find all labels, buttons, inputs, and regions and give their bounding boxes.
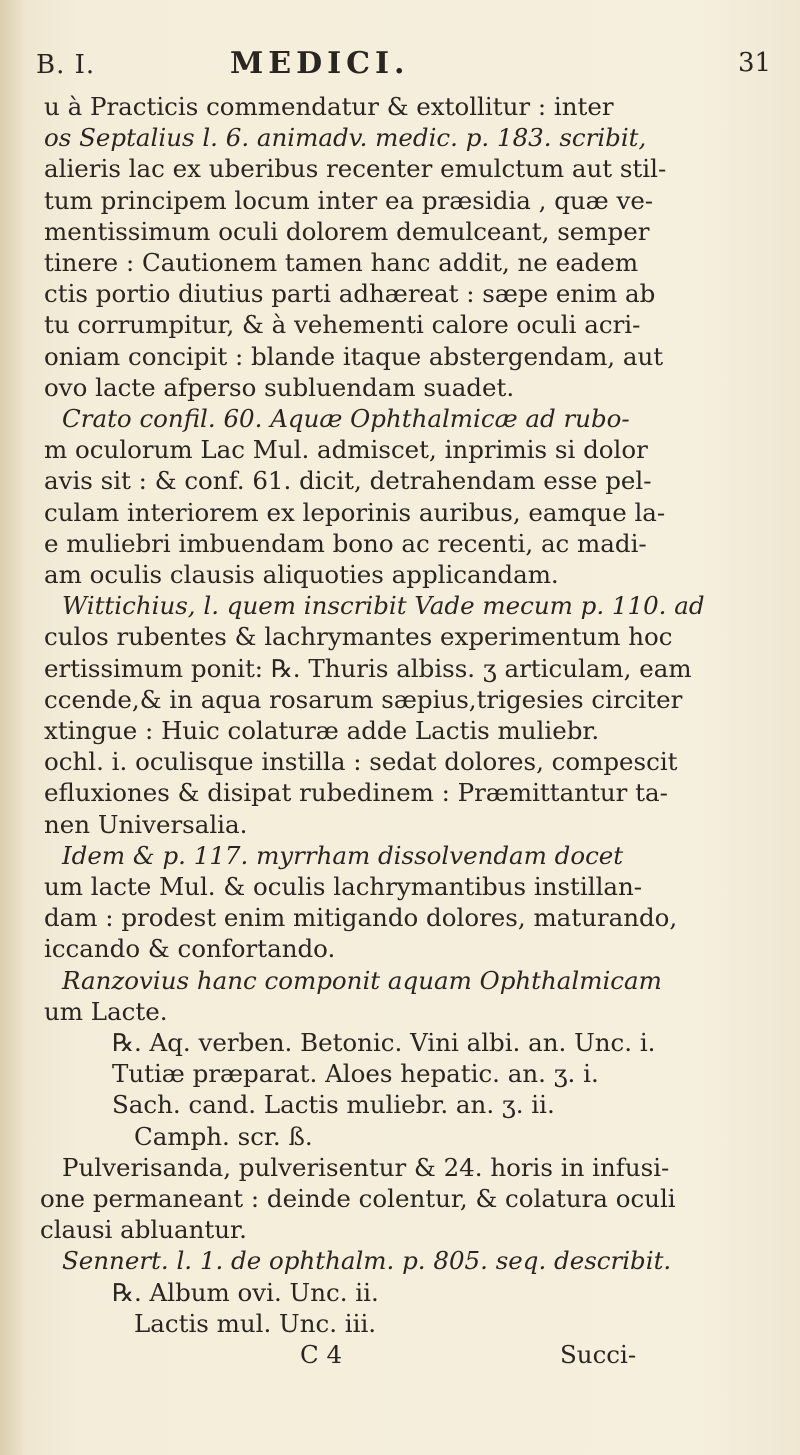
text-line: um Lacte.	[44, 996, 168, 1026]
text-line: m oculorum Lac Mul. admiscet, inprimis si dolor	[44, 435, 648, 465]
text-line: Crato confil. 60. Aquæ Ophthalmicæ ad rubo-	[62, 404, 630, 433]
text-line: Wittichius, l. quem inscribit Vade mecum p. 110. ad	[62, 591, 705, 621]
text-line: dam : prodest enim mitigando dolores, maturando,	[44, 903, 678, 933]
text-line: tinere : Cautionem tamen hanc addit, ne eadem	[44, 248, 639, 277]
text-line: avis sit : & conf. 61. dicit, detrahendam esse pel-	[44, 466, 652, 496]
text-line: os Septalius l. 6. animadv. medic. p. 183. scribit,	[44, 123, 647, 153]
text-line: alieris lac ex uberibus recenter emulctum aut stil-	[44, 154, 667, 184]
text-line: Tutiæ præparat. Aloes hepatic. an. ʒ. i.	[112, 1059, 599, 1089]
text-line: Pulverisanda, pulverisentur & 24. horis in infusi-	[62, 1152, 670, 1182]
text-line: culam interiorem ex leporinis auribus, eamque la-	[44, 497, 666, 527]
text-line: oniam concipit : blande itaque abstergendam, aut	[44, 341, 664, 371]
text-line: am oculis clausis aliquoties applicandam.	[44, 560, 559, 589]
page-number: 31	[738, 48, 772, 78]
header-left: B. I.	[36, 50, 96, 80]
text-line: culos rubentes & lachrymantes experimentum hoc	[44, 622, 673, 652]
catchword: Succi-	[560, 1340, 637, 1369]
text-line: Camph. scr. ß.	[134, 1121, 313, 1151]
text-line: ochl. i. oculisque instilla : sedat dolores, compescit	[44, 747, 678, 777]
text-line: tu corrumpitur, & à vehementi calore oculi acri-	[44, 310, 641, 340]
text-line: ertissimum ponit: ℞. Thuris albiss. ʒ articulam, eam	[44, 653, 692, 683]
text-line: tum principem locum inter ea præsidia , quæ ve-	[44, 185, 654, 215]
header-title: MEDICI.	[230, 46, 410, 81]
signature-mark: C 4	[300, 1340, 343, 1369]
text-line: ℞. Aq. verben. Betonic. Vini albi. an. Unc. i.	[112, 1028, 656, 1057]
text-line: one permaneant : deinde colentur, & colatura oculi	[40, 1184, 676, 1213]
text-line: ovo lacte afperso subluendam suadet.	[44, 372, 515, 402]
text-line: clausi abluantur.	[40, 1215, 247, 1245]
running-header	[0, 42, 800, 82]
text-line: Sach. cand. Lactis muliebr. an. ʒ. ii.	[112, 1090, 555, 1120]
text-line: ccende,& in aqua rosarum sæpius,trigesies circiter	[44, 684, 683, 714]
text-line: um lacte Mul. & oculis lachrymantibus instillan-	[44, 872, 643, 901]
text-line: iccando & confortando.	[44, 934, 336, 964]
text-line: Lactis mul. Unc. iii.	[134, 1308, 377, 1338]
text-line: ℞. Album ovi. Unc. ii.	[112, 1277, 379, 1307]
text-line: ctis portio diutius parti adhæreat : sæpe enim ab	[44, 279, 656, 309]
book-gutter	[0, 0, 22, 1455]
text-line: nen Universalia.	[44, 809, 248, 839]
text-line: Sennert. l. 1. de ophthalm. p. 805. seq. describit.	[62, 1246, 672, 1276]
text-line: u à Practicis commendatur & extollitur : inter	[44, 92, 614, 121]
text-line: efluxiones & disipat rubedinem : Præmittantur ta-	[44, 778, 668, 808]
text-line: xtingue : Huic colaturæ adde Lactis muliebr.	[44, 716, 600, 745]
text-line: Ranzovius hanc componit aquam Ophthalmicam	[62, 965, 662, 995]
text-line: e muliebri imbuendam bono ac recenti, ac madi-	[44, 528, 647, 558]
text-line: Idem & p. 117. myrrham dissolvendam docet	[62, 840, 624, 870]
text-line: mentissimum oculi dolorem demulceant, semper	[44, 216, 650, 246]
